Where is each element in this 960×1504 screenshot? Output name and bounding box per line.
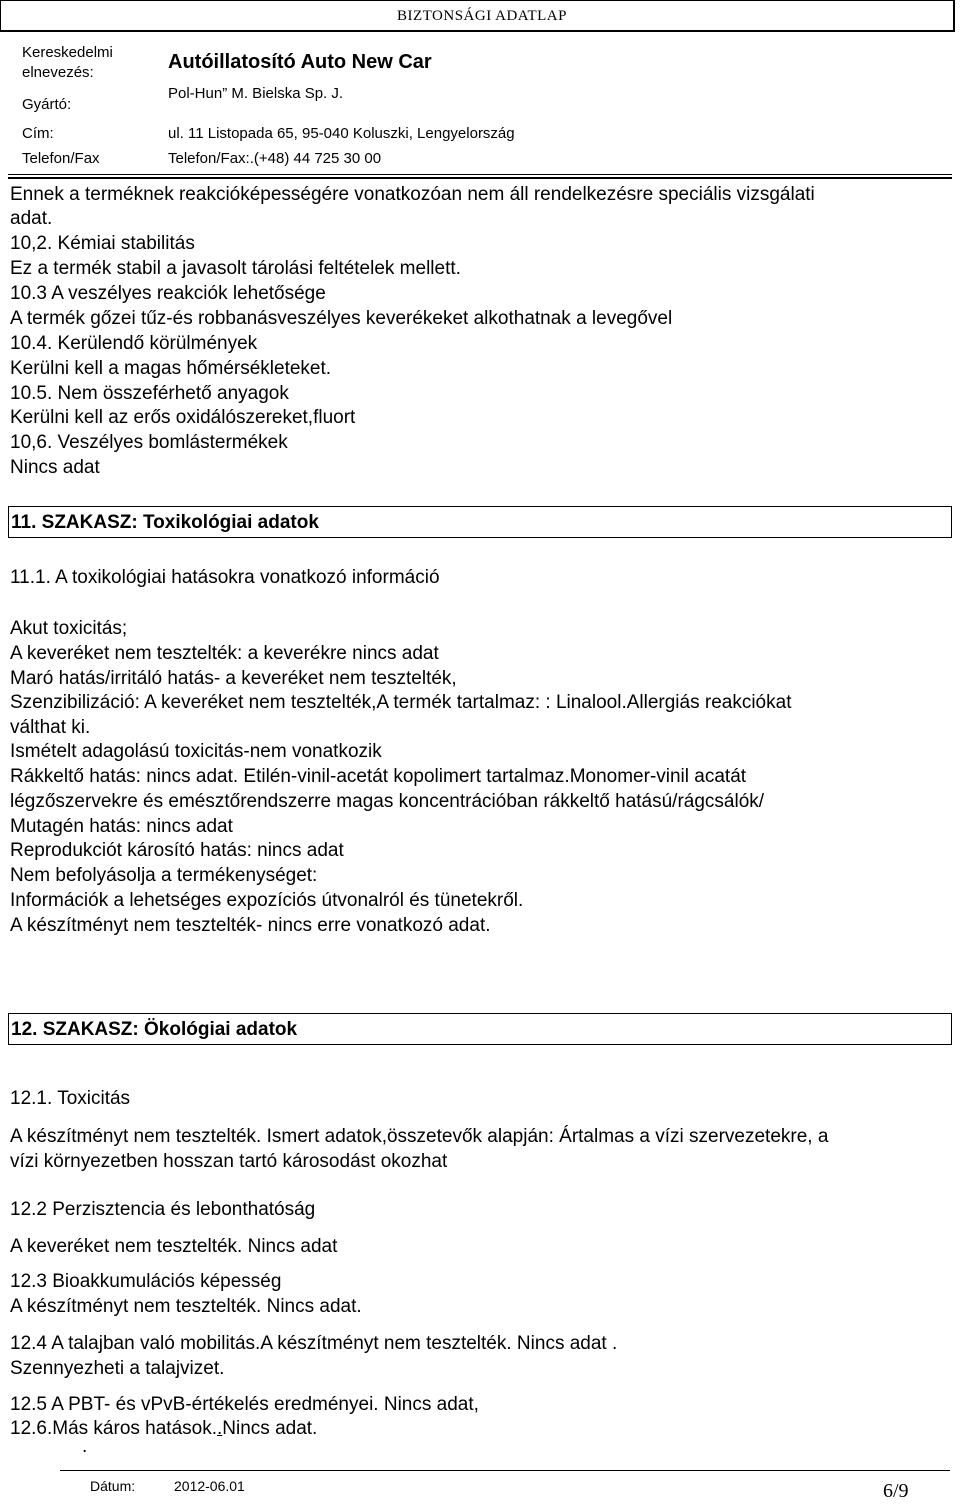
- s11-line-12: Információk a lehetséges expozíciós útvonalról és tünetekről.: [10, 890, 524, 911]
- s11-line-6: Ismételt adagolású toxicitás-nem vonatkozik: [10, 741, 382, 762]
- section-12-heading: 12. SZAKASZ: Ökológiai adatok: [11, 1019, 298, 1040]
- s10-line-12: Nincs adat: [10, 457, 100, 478]
- s10-line-1: Ennek a terméknek reakcióképességére vonatkozóan nem áll rendelkezésre speciális vizsgálati: [10, 184, 815, 205]
- s10-line-8: Kerülni kell a magas hőmérsékleteket.: [10, 358, 332, 379]
- footer-rule: [60, 1470, 950, 1471]
- footer-date: 2012-06.01: [174, 1478, 245, 1494]
- manufacturer-value: Pol-Hun” M. Bielska Sp. J.: [168, 85, 344, 102]
- s11-line-5: válthat ki.: [10, 717, 91, 738]
- s11-line-4: Szenzibilizáció: A keveréket nem tesztelték,A termék tartalmaz: : Linalool.Allergiás reakciókat: [10, 692, 792, 713]
- document-title: BIZTONSÁGI ADATLAP: [397, 8, 567, 24]
- s12-other-effects-line: [10, 1418, 317, 1440]
- s11-line-3: Maró hatás/irritáló hatás- a keveréket nem tesztelték,: [10, 668, 457, 689]
- phone-label: Telefon/Fax: [22, 150, 100, 167]
- s11-line-8: légzőszervekre és emésztőrendszerre magas koncentrációban rákkeltő hatású/rágcsálók/: [10, 791, 765, 812]
- address-label: Cím:: [22, 125, 54, 142]
- s11-line-9: Mutagén hatás: nincs adat: [10, 816, 233, 837]
- s12-mobility-line-2: Szennyezheti a talajvizet.: [10, 1358, 225, 1379]
- s11-line-1: Akut toxicitás;: [10, 618, 128, 639]
- product-name: Autóillatosító Auto New Car: [168, 51, 432, 73]
- s12-trailing-dot: .: [82, 1436, 88, 1457]
- header-rule-thick: [8, 177, 952, 179]
- s12-toxicity-line-2: vízi környezetben hosszan tartó károsodást okozhat: [10, 1151, 448, 1172]
- s10-line-4: Ez a termék stabil a javasolt tárolási feltételek mellett.: [10, 258, 461, 279]
- s12-mobility-line: 12.4 A talajban való mobilitás.A készítményt nem tesztelték. Nincs adat .: [10, 1333, 618, 1354]
- section-11-heading: 11. SZAKASZ: Toxikológiai adatok: [11, 512, 319, 533]
- s12-bioaccumulation-heading: 12.3 Bioakkumulációs képesség: [10, 1271, 282, 1292]
- s12-other-effects-dot: .: [217, 1418, 223, 1439]
- s12-persistence-line: A keveréket nem tesztelték. Nincs adat: [10, 1236, 338, 1257]
- s10-line-2: adat.: [10, 208, 53, 229]
- s11-subheading: 11.1. A toxikológiai hatásokra vonatkozó információ: [10, 567, 440, 588]
- s10-heading-3: 10.3 A veszélyes reakciók lehetősége: [10, 283, 326, 304]
- s10-heading-2: 10,2. Kémiai stabilitás: [10, 233, 195, 254]
- s10-line-6: A termék gőzei tűz-és robbanásveszélyes keverékeket alkothatnak a levegővel: [10, 308, 673, 329]
- s12-other-effects-label: 12.6.Más káros hatások.: [10, 1418, 217, 1439]
- s12-bioaccumulation-line: A készítményt nem tesztelték. Nincs adat.: [10, 1296, 362, 1317]
- s12-other-effects-value: Nincs adat.: [222, 1418, 318, 1439]
- s12-toxicity-line-1: A készítményt nem tesztelték. Ismert adatok,összetevők alapján: Ártalmas a vízi szervezetekre, a: [10, 1126, 829, 1147]
- s10-line-10: Kerülni kell az erős oxidálószereket,fluort: [10, 407, 356, 428]
- trade-name-label-2: elnevezés:: [22, 64, 94, 81]
- s10-heading-4: 10.4. Kerülendő körülmények: [10, 333, 258, 354]
- s10-heading-6: 10,6. Veszélyes bomlástermékek: [10, 432, 288, 453]
- s11-line-10: Reprodukciót károsító hatás: nincs adat: [10, 840, 344, 861]
- s11-line-11: Nem befolyásolja a termékenységet:: [10, 865, 318, 886]
- s10-heading-5: 10.5. Nem összeférhető anyagok: [10, 383, 289, 404]
- address-value: ul. 11 Listopada 65, 95-040 Koluszki, Lengyelország: [168, 125, 515, 142]
- s12-pbt-line: 12.5 A PBT- és vPvB-értékelés eredményei. Nincs adat,: [10, 1394, 479, 1415]
- trade-name-label: Kereskedelmi: [22, 44, 113, 61]
- s11-line-2: A keveréket nem tesztelték: a keverékre nincs adat: [10, 643, 439, 664]
- footer-date-label: Dátum:: [90, 1478, 136, 1494]
- s11-line-13: A készítményt nem tesztelték- nincs erre vonatkozó adat.: [10, 915, 491, 936]
- manufacturer-label: Gyártó:: [22, 96, 72, 113]
- s12-toxicity-heading: 12.1. Toxicitás: [10, 1088, 131, 1109]
- page-number: 6/9: [883, 1480, 909, 1502]
- s12-persistence-heading: 12.2 Perzisztencia és lebonthatóság: [10, 1199, 316, 1220]
- s11-line-7: Rákkeltő hatás: nincs adat. Etilén-vinil-acetát kopolimert tartalmaz.Monomer-vinil acatát: [10, 766, 747, 787]
- header-rule: [8, 174, 952, 175]
- phone-value: Telefon/Fax:.(+48) 44 725 30 00: [168, 150, 382, 167]
